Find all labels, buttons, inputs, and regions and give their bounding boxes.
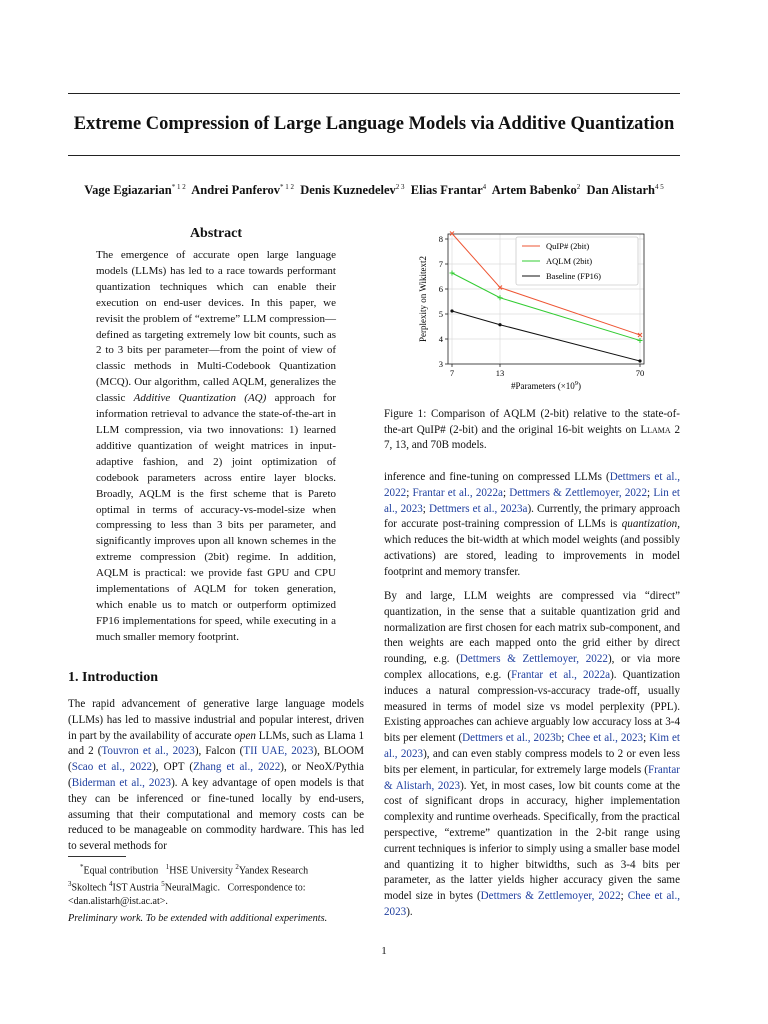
- text-run: ;: [422, 502, 429, 515]
- x-tick-label: 13: [495, 368, 505, 378]
- citation-link[interactable]: Frantar et al., 2022a: [412, 486, 503, 499]
- legend-label: QuIP# (2bit): [546, 241, 590, 251]
- footnote-text: Yandex Research: [238, 865, 309, 877]
- author: Artem Babenko: [491, 183, 577, 198]
- text-run: ). Yet, in most cases, low bit counts come at the cost of significant drops in accuracy, higher implementation complexity and runtime overheads. Specifically, from the practical perspective, “extreme” quantization in the 2-bit range using current techniques is inferior to simply using a smaller base model and quantizing it to higher bitwidths, such as 3-4 bits per parameter, as the latter yields higher accuracy given the same model size in bytes (: [384, 779, 680, 903]
- abstract-text: [96, 248, 336, 646]
- citation-link[interactable]: Biderman et al., 2023: [71, 776, 172, 789]
- legend-label: AQLM (2bit): [546, 256, 593, 266]
- x-axis-label: #Parameters $(\times 10^9)$: [510, 380, 582, 391]
- abstract-part: approach for information retrieval to advance the state-of-the-art in LLM compression, via two innovations: 1) learned additive quantization of weight matrices in input-adaptive fashion, and 2) joint optimization of codebook parameters across entire layer blocks. Broadly, AQLM is the first scheme that is Pareto optimal in terms of accuracy-vs-model-size when compressing to less than 3 bits per parameter, and significantly improves upon all known schemes in the extreme compression (2bit) regime. In addition, AQLM is practical: we provide fast GPU and CPU implementations of AQLM for token generation, which enable us to match or outperform optimized FP16 implementations for speed, while executing in a much smaller memory footprint.: [96, 392, 336, 643]
- text-emphasis: quantization: [621, 518, 678, 531]
- footnote-email[interactable]: <dan.alistarh@ist.ac.at>.: [68, 895, 168, 907]
- right-paragraph-1: [384, 470, 680, 581]
- figure-caption: [384, 407, 680, 454]
- footnote-text: Equal contribution: [83, 865, 159, 877]
- citation-link[interactable]: TII UAE, 2023: [243, 745, 314, 758]
- citation-link[interactable]: Dettmers & Zettlemoyer, 2022: [509, 486, 648, 499]
- data-point: [450, 309, 453, 312]
- text-run: By and large, LLM weights are compressed via “direct” quantization, in the sense that a suitable quantization grid and normalization are first chosen for each matrix sub-component, and then weights are each mapped onto the grid either by direct rounding, e.g. (: [384, 590, 680, 666]
- footnote-text: Correspondence to:: [227, 882, 306, 894]
- author: Elias Frantar: [410, 183, 483, 198]
- author: Dan Alistarh: [586, 183, 655, 198]
- footnote-rule: [68, 856, 126, 857]
- text-run: ;: [643, 732, 650, 745]
- text-run: ), BLOOM (: [68, 745, 364, 774]
- text-run: ), and can even stably compress models to 2 or even less bits per element, in particular, for extremely large models (: [384, 747, 680, 776]
- legend-label: Baseline (FP16): [546, 271, 602, 281]
- text-run: ;: [406, 486, 413, 499]
- data-point: [498, 295, 503, 300]
- citation-link[interactable]: Frantar et al., 2022a: [511, 668, 611, 681]
- perplexity-chart: [404, 228, 664, 398]
- title-rule: [68, 155, 680, 156]
- citation-link[interactable]: Chee et al., 2023: [384, 890, 681, 918]
- author-affiliation: * 1 2: [171, 183, 186, 191]
- top-rule: [68, 93, 680, 94]
- caption-smallcaps: Llama: [640, 423, 671, 436]
- citation-link[interactable]: Dettmers & Zettlemoyer, 2022: [459, 653, 608, 666]
- x-tick-label: 7: [449, 368, 455, 378]
- text-run: ). A key advantage of open models is that they can be inferenced or fine-tuned locally by end-users, assuming that their computational and memory costs can be reduced to be manageable on commodity hardware. This has led to several methods for: [68, 776, 364, 853]
- data-point: [498, 323, 501, 326]
- text-run: ). Currently, the primary approach for accurate post-training compression of LLMs is: [384, 502, 681, 531]
- caption-text: 2 7, 13, and 70B models.: [384, 423, 680, 451]
- y-tick-label: 7: [438, 259, 443, 269]
- citation-link[interactable]: Dettmers et al., 2023b: [462, 732, 562, 745]
- citation-link[interactable]: Zhang et al., 2022: [193, 761, 281, 774]
- text-emphasis: open: [234, 729, 256, 742]
- citation-link[interactable]: Lin et al., 2023: [384, 486, 681, 515]
- text-run: ), Falcon (: [194, 745, 244, 758]
- author: Andrei Panferov: [191, 183, 281, 198]
- author-affiliation: 4: [482, 183, 487, 191]
- citation-link[interactable]: Frantar & Alistarh, 2023: [384, 763, 680, 792]
- y-tick-label: 8: [438, 234, 443, 244]
- text-run: The rapid advancement of generative large language models (LLMs) has led to massive industrial and popular interest, driven in part by the availability of accurate: [68, 698, 364, 742]
- citation-link[interactable]: Chee et al., 2023: [567, 732, 644, 745]
- citation-link[interactable]: Dettmers et al., 2023a: [428, 502, 528, 515]
- section-heading-introduction: 1. Introduction: [68, 670, 158, 685]
- text-run: ), or NeoX/Pythia (: [68, 761, 364, 789]
- citation-link[interactable]: Scao et al., 2022: [71, 761, 153, 774]
- text-run: ), OPT (: [152, 761, 194, 774]
- abstract-part: The emergence of accurate open large language models (LLMs) has led to a race towards performant quantization techniques which can enable their execution on end-user devices. In this paper, we revisit the problem of “extreme” LLM compression—defined as targeting extremely low bit counts, such as 2 to 3 bits per parameter—from the point of view of classic methods in Multi-Codebook Quantization (MCQ). Our algorithm, called AQLM, generalizes the classic: [96, 249, 336, 405]
- author: Vage Egiazarian: [84, 183, 172, 198]
- y-tick-label: 4: [438, 334, 443, 344]
- x-tick-label: 70: [635, 368, 645, 378]
- caption-text: Figure 1: Comparison of AQLM (2-bit) relative to the state-of-the-art QuIP# (2-bit) and the original 16-bit weights on: [384, 408, 680, 436]
- author-affiliation: * 1 2: [280, 183, 295, 191]
- y-tick-label: 5: [438, 309, 443, 319]
- page-number: 1: [381, 945, 387, 957]
- text-run: ;: [647, 486, 654, 499]
- footnote-text: Skoltech: [71, 882, 107, 894]
- author-list: [68, 183, 680, 198]
- y-tick-label: 6: [438, 284, 443, 294]
- right-paragraph-2: [384, 589, 680, 921]
- text-run: ;: [502, 486, 510, 499]
- y-axis-label: Perplexity on Wikitext2: [418, 256, 428, 342]
- text-run: ;: [620, 890, 628, 903]
- preliminary-note: Preliminary work. To be extended with additional experiments.: [68, 913, 328, 924]
- text-run: , which reduces the bit-width at which model weights (and possibly activations) are stored, leading to improvements in model footprint and memory transfer.: [384, 518, 680, 578]
- introduction-text: [68, 697, 364, 855]
- figure-1: [404, 228, 664, 403]
- citation-link[interactable]: Kim et al., 2023: [384, 732, 681, 760]
- citation-link[interactable]: Dettmers & Zettlemoyer, 2022: [480, 890, 621, 903]
- citation-link[interactable]: Dettmers et al., 2022: [384, 471, 680, 499]
- footnote-text: IST Austria: [112, 882, 159, 894]
- text-run: ;: [561, 732, 568, 745]
- author: Denis Kuznedelev: [300, 183, 396, 198]
- paper-title: Extreme Compression of Large Language Models via Additive Quantization: [73, 114, 675, 134]
- data-point: [450, 271, 455, 276]
- author-affiliation: 2 3: [395, 183, 405, 191]
- text-run: ).: [406, 905, 413, 918]
- author-affiliation: 2: [576, 183, 581, 191]
- footnote-text: HSE University: [169, 865, 233, 877]
- data-point: [638, 359, 641, 362]
- footnote-text: NeuralMagic.: [164, 882, 220, 894]
- y-tick-label: 3: [438, 359, 443, 369]
- abstract-emphasis: Additive Quantization (AQ): [133, 392, 267, 405]
- abstract-heading: Abstract: [189, 226, 243, 241]
- text-run: ), or via more complex allocations, e.g. (: [384, 653, 681, 681]
- author-affiliation: 4 5: [654, 183, 664, 191]
- series-line-2: [452, 311, 640, 361]
- footnote: *Equal contribution $^1$HSE University $^2$Yandex Research $^3$Skoltech $^4$IST Austria $^5$NeuralMagic. Correspondence to: <dan.alistarh@ist.ac.at>.: [68, 863, 309, 907]
- text-run: LLMs, such as Llama 1 and 2 (: [68, 729, 364, 758]
- text-run: inference and fine-tuning on compressed LLMs (: [384, 471, 610, 483]
- citation-link[interactable]: Touvron et al., 2023: [101, 745, 195, 758]
- text-run: ). Quantization induces a natural compression-vs-accuracy trade-off, usually measured in terms of model size vs model perplexity (PPL). Existing approaches can achieve arguably low accuracy loss at 3-4 bits per element (: [384, 668, 680, 745]
